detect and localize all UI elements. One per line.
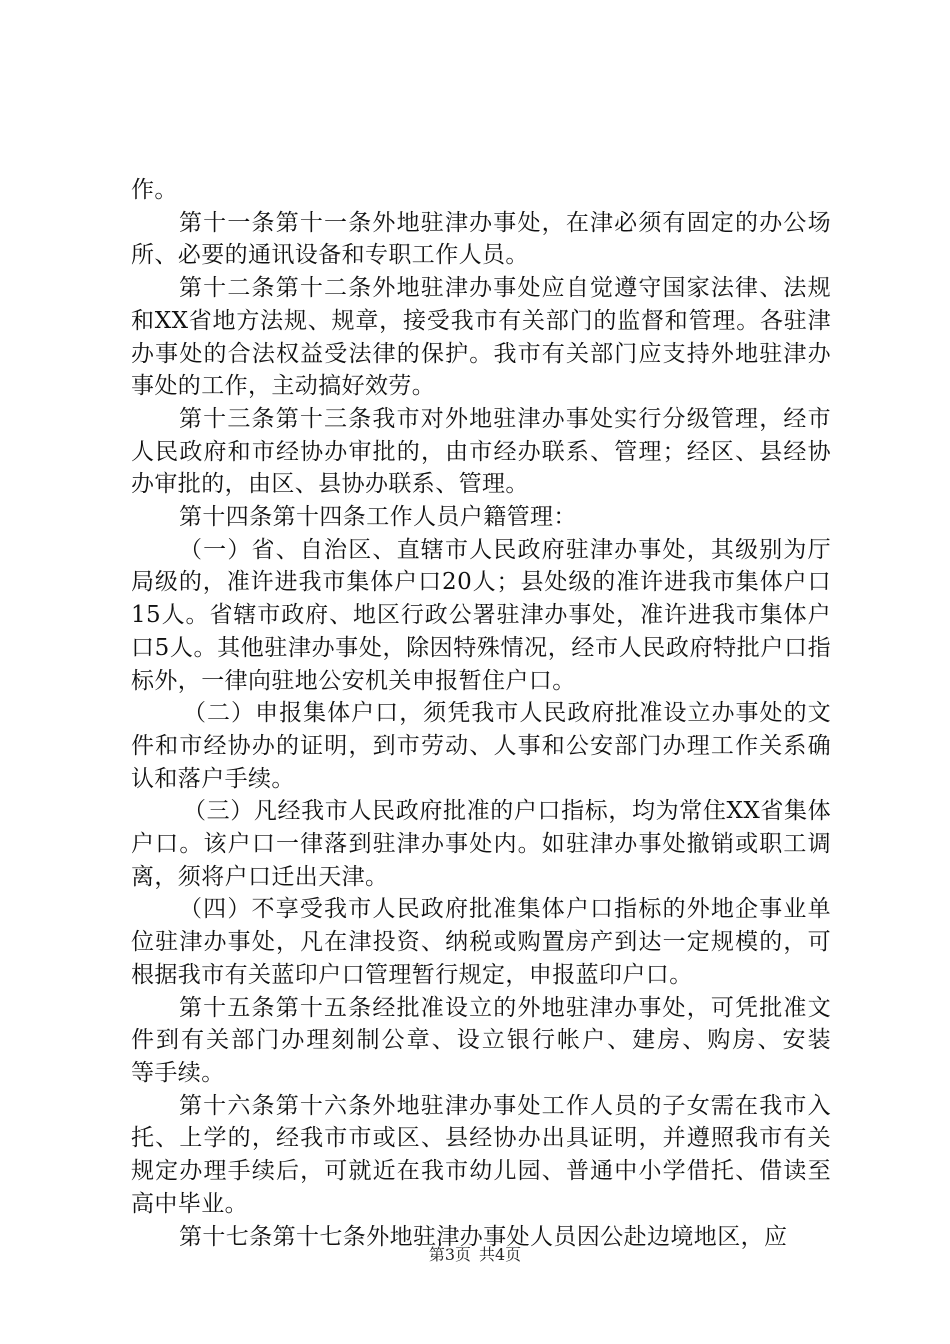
paragraph-article-14: 第十四条第十四条工作人员户籍管理： — [179, 504, 577, 531]
paragraph-item-4: （四）不享受我市人民政府批准集体户口指标的外地企事业单位驻津办事处，凡在津投资、纳税或购置房产到达一定规模的，可根据我市有关蓝印户口管理暂行规定，申报蓝印户口。 — [131, 896, 831, 988]
paragraph-article-13: 第十三条第十三条我市对外地驻津办事处实行分级管理，经市人民政府和市经协办审批的，由市经办联系、管理；经区、县经协办审批的，由区、县协办联系、管理。 — [131, 405, 831, 498]
paragraph-continuation: 作。 — [131, 177, 178, 203]
paragraph-article-12: 第十二条第十二条外地驻津办事处应自觉遵守国家法律、法规和XX省地方法规、规章，接受我市有关部门的监督和管理。各驻津办事处的合法权益受法律的保护。我市有关部门应支持外地驻津办事处的工作，主动搞好效劳。 — [131, 275, 831, 400]
document-body — [131, 174, 878, 1253]
paragraph-item-1: （一）省、自治区、直辖市人民政府驻津办事处，其级别为厅局级的，准许进我市集体户口20人；县处级的准许进我市集体户口15人。省辖市政府、地区行政公署驻津办事处，准许进我市集体户口5人。其他驻津办事处，除因特殊情况，经市人民政府特批户口指标外，一律向驻地公安机关申报暂住户口。 — [131, 536, 831, 694]
paragraph-item-3: （三）凡经我市人民政府批准的户口指标，均为常住XX省集体户口。该户口一律落到驻津办事处内。如驻津办事处撤销或职工调离，须将户口迁出天津。 — [131, 798, 831, 890]
paragraph-article-11: 第十一条第十一条外地驻津办事处，在津必须有固定的办公场所、必要的通讯设备和专职工作人员。 — [131, 209, 831, 269]
paragraph-article-15: 第十五条第十五条经批准设立的外地驻津办事处，可凭批准文件到有关部门办理刻制公章、设立银行帐户、建房、购房、安装 等手续。 — [131, 994, 878, 1086]
page-footer — [0, 1245, 950, 1265]
paragraph-item-2: （二）申报集体户口，须凭我市人民政府批准设立办事处的文件和市经协办的证明，到市劳动、人事和公安部门办理工作关系确认和落户手续。 — [131, 700, 831, 792]
paragraph-article-16: 第十六条第十六条外地驻津办事处工作人员的子女需在我市入托、上学的，经我市市或区、县经协办出具证明，并遵照我市有关规定办理手续后，可就近在我市幼儿园、普通中小学借托、借读至高中毕业。 — [131, 1092, 831, 1217]
paragraph-article-17: 第十七条第十七条外地驻津办事处人员因公赴边境地区，应 — [179, 1223, 788, 1250]
page-number: 第3页 — [428, 1245, 471, 1264]
page-total: 共4页 — [479, 1245, 522, 1264]
